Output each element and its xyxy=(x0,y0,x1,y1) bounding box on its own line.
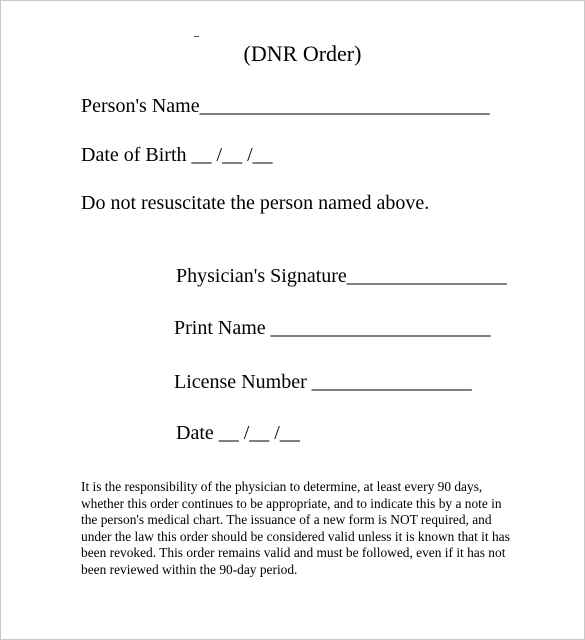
physician-signature-field: Physician's Signature________________ xyxy=(176,265,507,287)
persons-name-field: Person's Name_____________________________ xyxy=(81,95,490,117)
license-number-field: License Number ________________ xyxy=(174,371,472,393)
print-name-field: Print Name ______________________ xyxy=(174,317,491,339)
physician-responsibility-notice: It is the responsibility of the physician to determine, at least every 90 days, whether this order continues to be appropriate, and to indicate this by a note in the person's medical chart. The issuance of a new form is NOT required, and under the law this order should be considered valid unless it is known that it has been revoked. This order remains valid and must be followed, even if it has not been reviewed within the 90-day period. xyxy=(81,479,510,577)
dnr-statement: Do not resuscitate the person named above. xyxy=(81,192,430,214)
date-field: Date __ /__ /__ xyxy=(176,422,300,444)
date-of-birth-field: Date of Birth __ /__ /__ xyxy=(81,144,273,166)
document-title: (DNR Order) xyxy=(243,41,362,66)
stray-mark xyxy=(194,36,199,37)
